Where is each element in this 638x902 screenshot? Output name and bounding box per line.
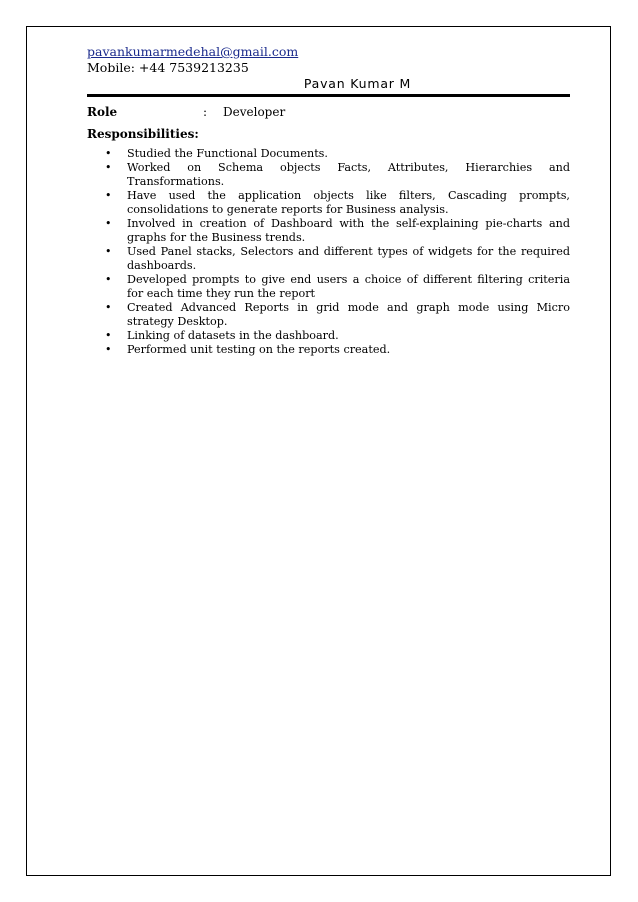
role-colon: : (203, 105, 208, 119)
list-item: • Created Advanced Reports in grid mode and graph mode using Micro strategy Desktop. (105, 301, 570, 328)
list-item: • Developed prompts to give end users a choice of different filtering criteria for each time they run the report (105, 273, 570, 300)
list-item: • Performed unit testing on the reports created. (105, 343, 391, 356)
list-item: • Used Panel stacks, Selectors and different types of widgets for the required dashboards. (105, 245, 570, 272)
mobile-number: Mobile: +44 7539213235 (87, 60, 249, 75)
list-item: • Linking of datasets in the dashboard. (105, 329, 339, 342)
role-value: Developer (223, 105, 286, 119)
candidate-name: Pavan Kumar M (303, 76, 412, 91)
role-row (87, 105, 570, 123)
header-divider (87, 94, 570, 97)
bullet-icon: • (105, 343, 112, 356)
bullet-icon: • (105, 329, 112, 342)
email-link[interactable]: pavankumarmedehal@gmail.com (87, 44, 299, 59)
bullet-icon: • (105, 189, 112, 202)
list-item: • Worked on Schema objects Facts, Attributes, Hierarchies and Transformations. (105, 161, 570, 188)
responsibilities-list (87, 147, 570, 357)
bullet-icon: • (105, 273, 112, 286)
document-content (87, 44, 570, 357)
bullet-icon: • (105, 245, 112, 258)
bullet-icon: • (105, 147, 112, 160)
list-item: • Involved in creation of Dashboard with the self-explaining pie-charts and graphs for the Business trends. (105, 217, 570, 244)
bullet-icon: • (105, 301, 112, 314)
responsibilities-title: Responsibilities: (87, 127, 199, 141)
bullet-icon: • (105, 217, 112, 230)
list-item: • Have used the application objects like filters, Cascading prompts, consolidations to generate reports for Business analysis. (105, 189, 570, 216)
role-label: Role (87, 105, 118, 119)
list-item: • Studied the Functional Documents. (105, 147, 328, 160)
bullet-icon: • (105, 161, 112, 174)
